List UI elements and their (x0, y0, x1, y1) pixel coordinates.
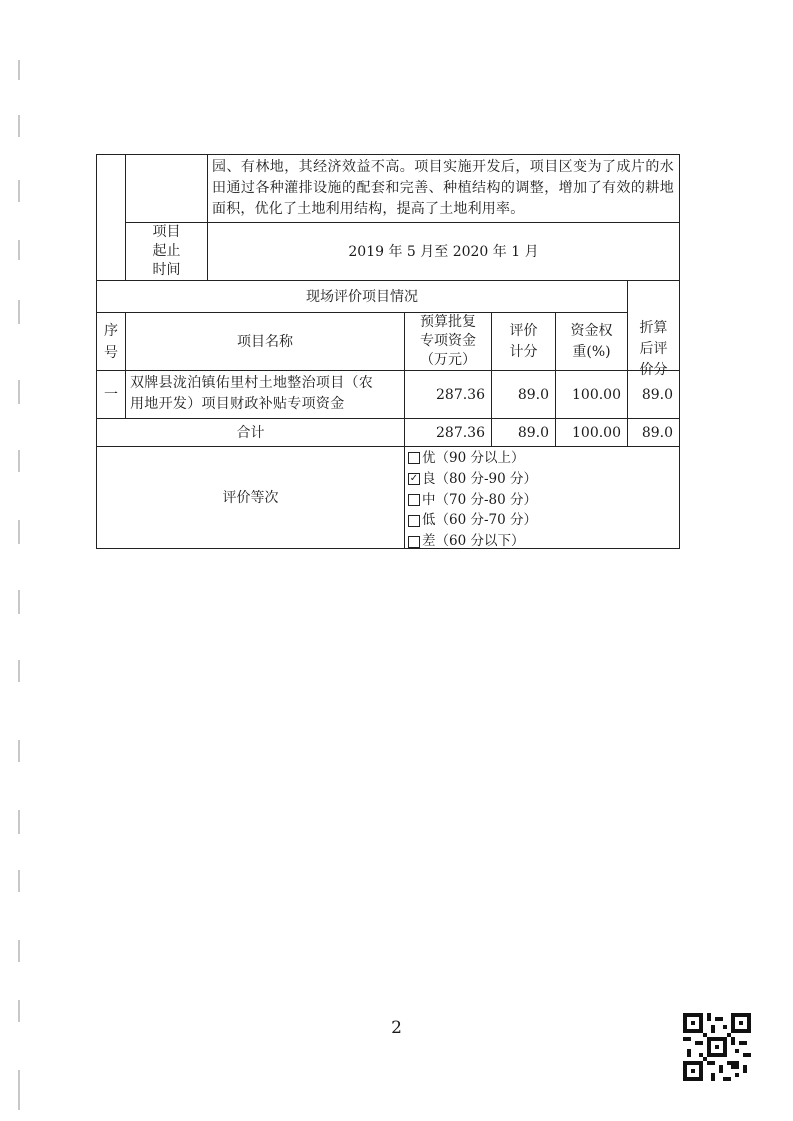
checkbox-checked-icon[interactable]: ✓ (409, 473, 419, 485)
header-weight-line2: 重(%) (572, 343, 611, 360)
grade-option-label: 差（60 分以下） (422, 533, 525, 550)
row-weight: 100.00 (572, 386, 621, 403)
header-budget (405, 313, 491, 370)
header-seq-line2: 号 (104, 344, 118, 361)
header-score-line2: 计分 (509, 343, 538, 360)
total-weight: 100.00 (572, 424, 621, 441)
header-score (492, 313, 555, 370)
project-description: 园、有林地，其经济效益不高。项目实施开发后，项目区变为了成片的水田通过各种灌排设施的配套和完善、种植结构的调整，增加了有效的耕地面积，优化了土地利用结构，提高了土地利用率。 (212, 159, 674, 217)
period-label (126, 223, 207, 280)
row-score: 89.0 (517, 386, 549, 403)
row-name-line1: 双牌县泷泊镇佑里村土地整治项目（农 (130, 375, 374, 391)
qr-code-icon (683, 1013, 751, 1081)
grading-options (408, 448, 537, 552)
grade-option-label: 优（90 分以上） (422, 450, 525, 466)
period-value: 2019 年 5 月至 2020 年 1 月 (348, 243, 539, 260)
header-seq-line1: 序 (104, 322, 118, 339)
total-label: 合计 (236, 424, 265, 441)
row-name-line2: 用地开发）项目财政补贴专项资金 (130, 396, 345, 412)
checkbox-icon[interactable] (408, 494, 420, 506)
header-seq (97, 313, 125, 370)
grade-option-label: 中（70 分-80 分） (422, 491, 538, 508)
checkbox-icon[interactable] (408, 515, 420, 527)
header-name: 项目名称 (237, 333, 293, 350)
row-seq: 一 (104, 386, 118, 403)
header-weight-line1: 资金权 (570, 322, 613, 339)
header-converted-line1: 折算 (639, 320, 668, 336)
header-budget-line2: 专项资金 (420, 333, 476, 349)
total-score: 89.0 (517, 424, 549, 441)
total-converted: 89.0 (641, 424, 673, 441)
page-number: 2 (391, 1018, 402, 1038)
grade-option-poor[interactable] (408, 531, 537, 552)
grade-option-label: 良（80 分-90 分） (422, 470, 538, 487)
header-converted-line3: 价分 (639, 362, 668, 378)
row-budget: 287.36 (436, 386, 485, 403)
header-score-line1: 评价 (509, 322, 538, 339)
row-project-name (130, 373, 402, 418)
grade-option-good[interactable] (408, 469, 537, 490)
header-budget-line1: 预算批复 (420, 314, 476, 330)
header-weight (556, 313, 627, 370)
period-label-line1: 项目 (152, 224, 181, 240)
grade-option-low[interactable] (408, 510, 537, 531)
period-label-line2: 起止 (152, 243, 181, 259)
row-converted: 89.0 (641, 386, 673, 403)
total-budget: 287.36 (436, 424, 485, 441)
section-title: 现场评价项目情况 (306, 288, 418, 305)
checkbox-icon[interactable] (408, 536, 420, 548)
period-label-line3: 时间 (152, 262, 181, 278)
grade-option-excellent[interactable] (408, 448, 537, 469)
checkbox-icon[interactable] (408, 452, 420, 464)
grade-option-medium[interactable] (408, 490, 537, 511)
grading-label: 评价等次 (222, 489, 279, 506)
grade-option-label: 低（60 分-70 分） (422, 512, 538, 529)
header-converted-line2: 后评 (639, 341, 668, 357)
header-budget-line3: （万元） (420, 352, 476, 368)
